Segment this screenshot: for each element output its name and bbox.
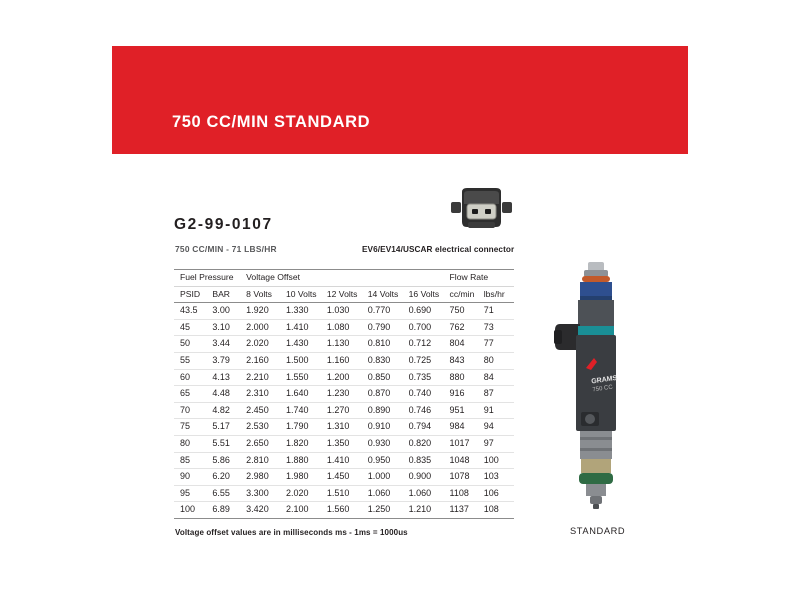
cell-10-volts: 1.500 (286, 352, 327, 369)
cell-psid: 75 (174, 419, 212, 436)
cell-14-volts: 1.000 (368, 469, 409, 486)
cell-ccmin: 762 (450, 319, 484, 336)
cell-14-volts: 1.250 (368, 502, 409, 519)
page-title: 750 CC/MIN STANDARD (172, 113, 371, 131)
cell-8-volts: 3.300 (246, 485, 286, 502)
table-row (174, 352, 514, 369)
cell-lbshr: 91 (484, 402, 514, 419)
column-header-14-volts: 14 Volts (368, 286, 409, 303)
cell-14-volts: 0.890 (368, 402, 409, 419)
cell-10-volts: 2.020 (286, 485, 327, 502)
column-header-16-volts: 16 Volts (409, 286, 450, 303)
group-header-voltage-offset: Voltage Offset (246, 270, 449, 287)
cell-lbshr: 87 (484, 386, 514, 403)
table-header-row (174, 286, 514, 303)
cell-16-volts: 0.794 (409, 419, 450, 436)
cell-16-volts: 0.700 (409, 319, 450, 336)
electrical-connector-image (451, 186, 512, 231)
cell-14-volts: 0.930 (368, 435, 409, 452)
column-header-10-volts: 10 Volts (286, 286, 327, 303)
cell-ccmin: 750 (450, 303, 484, 320)
cell-ccmin: 880 (450, 369, 484, 386)
column-header-lbshr: lbs/hr (484, 286, 514, 303)
table-group-header-row (174, 270, 514, 287)
cell-lbshr: 77 (484, 336, 514, 353)
cell-8-volts: 2.530 (246, 419, 286, 436)
cell-14-volts: 0.830 (368, 352, 409, 369)
cell-bar: 6.89 (212, 502, 246, 519)
cell-lbshr: 106 (484, 485, 514, 502)
title-banner (112, 46, 688, 154)
cell-bar: 4.13 (212, 369, 246, 386)
cell-lbshr: 73 (484, 319, 514, 336)
table-row (174, 469, 514, 486)
table-row (174, 319, 514, 336)
cell-14-volts: 0.810 (368, 336, 409, 353)
cell-16-volts: 1.210 (409, 502, 450, 519)
cell-psid: 43.5 (174, 303, 212, 320)
cell-10-volts: 1.410 (286, 319, 327, 336)
cell-psid: 95 (174, 485, 212, 502)
cell-psid: 85 (174, 452, 212, 469)
cell-8-volts: 2.810 (246, 452, 286, 469)
cell-ccmin: 1078 (450, 469, 484, 486)
table-row (174, 336, 514, 353)
table-row (174, 303, 514, 320)
cell-14-volts: 0.870 (368, 386, 409, 403)
cell-14-volts: 0.910 (368, 419, 409, 436)
connector-note: EV6/EV14/USCAR electrical connector (362, 245, 515, 254)
cell-12-volts: 1.230 (327, 386, 368, 403)
cell-ccmin: 843 (450, 352, 484, 369)
cell-12-volts: 1.030 (327, 303, 368, 320)
cell-ccmin: 984 (450, 419, 484, 436)
cell-12-volts: 1.200 (327, 369, 368, 386)
cell-14-volts: 0.790 (368, 319, 409, 336)
column-header-12-volts: 12 Volts (327, 286, 368, 303)
table-row (174, 502, 514, 519)
table-row (174, 386, 514, 403)
cell-16-volts: 0.735 (409, 369, 450, 386)
cell-8-volts: 3.420 (246, 502, 286, 519)
cell-10-volts: 2.100 (286, 502, 327, 519)
cell-ccmin: 804 (450, 336, 484, 353)
table-row (174, 452, 514, 469)
cell-12-volts: 1.080 (327, 319, 368, 336)
cell-psid: 45 (174, 319, 212, 336)
cell-bar: 3.10 (212, 319, 246, 336)
cell-bar: 4.82 (212, 402, 246, 419)
cell-12-volts: 1.510 (327, 485, 368, 502)
cell-8-volts: 2.210 (246, 369, 286, 386)
table-row (174, 402, 514, 419)
column-header-8-volts: 8 Volts (246, 286, 286, 303)
cell-14-volts: 0.850 (368, 369, 409, 386)
cell-ccmin: 1108 (450, 485, 484, 502)
cell-psid: 90 (174, 469, 212, 486)
cell-16-volts: 0.900 (409, 469, 450, 486)
cell-8-volts: 2.650 (246, 435, 286, 452)
table-footnote: Voltage offset values are in milliseconds ms - 1ms = 1000us (175, 528, 408, 537)
table-body (174, 303, 514, 519)
cell-10-volts: 1.550 (286, 369, 327, 386)
column-header-psid: PSID (174, 286, 212, 303)
cell-ccmin: 1048 (450, 452, 484, 469)
cell-bar: 6.55 (212, 485, 246, 502)
cell-bar: 5.86 (212, 452, 246, 469)
table-row (174, 419, 514, 436)
column-header-bar: BAR (212, 286, 246, 303)
cell-bar: 4.48 (212, 386, 246, 403)
cell-lbshr: 71 (484, 303, 514, 320)
cell-ccmin: 951 (450, 402, 484, 419)
cell-lbshr: 94 (484, 419, 514, 436)
cell-ccmin: 916 (450, 386, 484, 403)
svg-text:GRAMS: GRAMS (590, 374, 618, 386)
part-number: G2-99-0107 (174, 216, 273, 233)
cell-16-volts: 0.740 (409, 386, 450, 403)
cell-16-volts: 0.835 (409, 452, 450, 469)
cell-14-volts: 1.060 (368, 485, 409, 502)
svg-text:750 CC: 750 CC (592, 384, 614, 394)
table-row (174, 369, 514, 386)
cell-12-volts: 1.350 (327, 435, 368, 452)
cell-10-volts: 1.820 (286, 435, 327, 452)
cell-lbshr: 108 (484, 502, 514, 519)
cell-bar: 3.44 (212, 336, 246, 353)
cell-psid: 100 (174, 502, 212, 519)
cell-8-volts: 1.920 (246, 303, 286, 320)
cell-psid: 60 (174, 369, 212, 386)
cell-12-volts: 1.310 (327, 419, 368, 436)
group-header-flow-rate: Flow Rate (450, 270, 514, 287)
cell-16-volts: 0.690 (409, 303, 450, 320)
table-row (174, 485, 514, 502)
cell-10-volts: 1.980 (286, 469, 327, 486)
cell-16-volts: 1.060 (409, 485, 450, 502)
cell-bar: 5.51 (212, 435, 246, 452)
cell-16-volts: 0.725 (409, 352, 450, 369)
cell-12-volts: 1.130 (327, 336, 368, 353)
cell-8-volts: 2.020 (246, 336, 286, 353)
cell-lbshr: 103 (484, 469, 514, 486)
flow-rate-table (174, 269, 514, 519)
cell-16-volts: 0.712 (409, 336, 450, 353)
group-header-fuel-pressure: Fuel Pressure (174, 270, 246, 287)
cell-10-volts: 1.430 (286, 336, 327, 353)
cell-8-volts: 2.000 (246, 319, 286, 336)
cell-10-volts: 1.330 (286, 303, 327, 320)
cell-psid: 70 (174, 402, 212, 419)
cell-psid: 50 (174, 336, 212, 353)
cell-12-volts: 1.560 (327, 502, 368, 519)
cell-12-volts: 1.160 (327, 352, 368, 369)
cell-10-volts: 1.880 (286, 452, 327, 469)
cell-lbshr: 97 (484, 435, 514, 452)
cell-12-volts: 1.270 (327, 402, 368, 419)
cell-psid: 65 (174, 386, 212, 403)
cell-lbshr: 84 (484, 369, 514, 386)
cell-bar: 5.17 (212, 419, 246, 436)
cell-8-volts: 2.160 (246, 352, 286, 369)
cell-psid: 55 (174, 352, 212, 369)
cell-lbshr: 80 (484, 352, 514, 369)
cell-8-volts: 2.310 (246, 386, 286, 403)
column-header-ccmin: cc/min (450, 286, 484, 303)
cell-bar: 3.79 (212, 352, 246, 369)
cell-14-volts: 0.770 (368, 303, 409, 320)
cell-16-volts: 0.746 (409, 402, 450, 419)
cell-10-volts: 1.740 (286, 402, 327, 419)
part-flow-subtitle: 750 CC/MIN - 71 LBS/HR (175, 244, 277, 254)
cell-psid: 80 (174, 435, 212, 452)
cell-12-volts: 1.410 (327, 452, 368, 469)
cell-16-volts: 0.820 (409, 435, 450, 452)
cell-8-volts: 2.980 (246, 469, 286, 486)
fuel-injector-image (548, 262, 644, 520)
cell-ccmin: 1017 (450, 435, 484, 452)
cell-8-volts: 2.450 (246, 402, 286, 419)
cell-lbshr: 100 (484, 452, 514, 469)
cell-ccmin: 1137 (450, 502, 484, 519)
table-row (174, 435, 514, 452)
cell-10-volts: 1.790 (286, 419, 327, 436)
injector-caption: STANDARD (570, 526, 626, 536)
cell-bar: 3.00 (212, 303, 246, 320)
cell-14-volts: 0.950 (368, 452, 409, 469)
cell-bar: 6.20 (212, 469, 246, 486)
cell-10-volts: 1.640 (286, 386, 327, 403)
cell-12-volts: 1.450 (327, 469, 368, 486)
